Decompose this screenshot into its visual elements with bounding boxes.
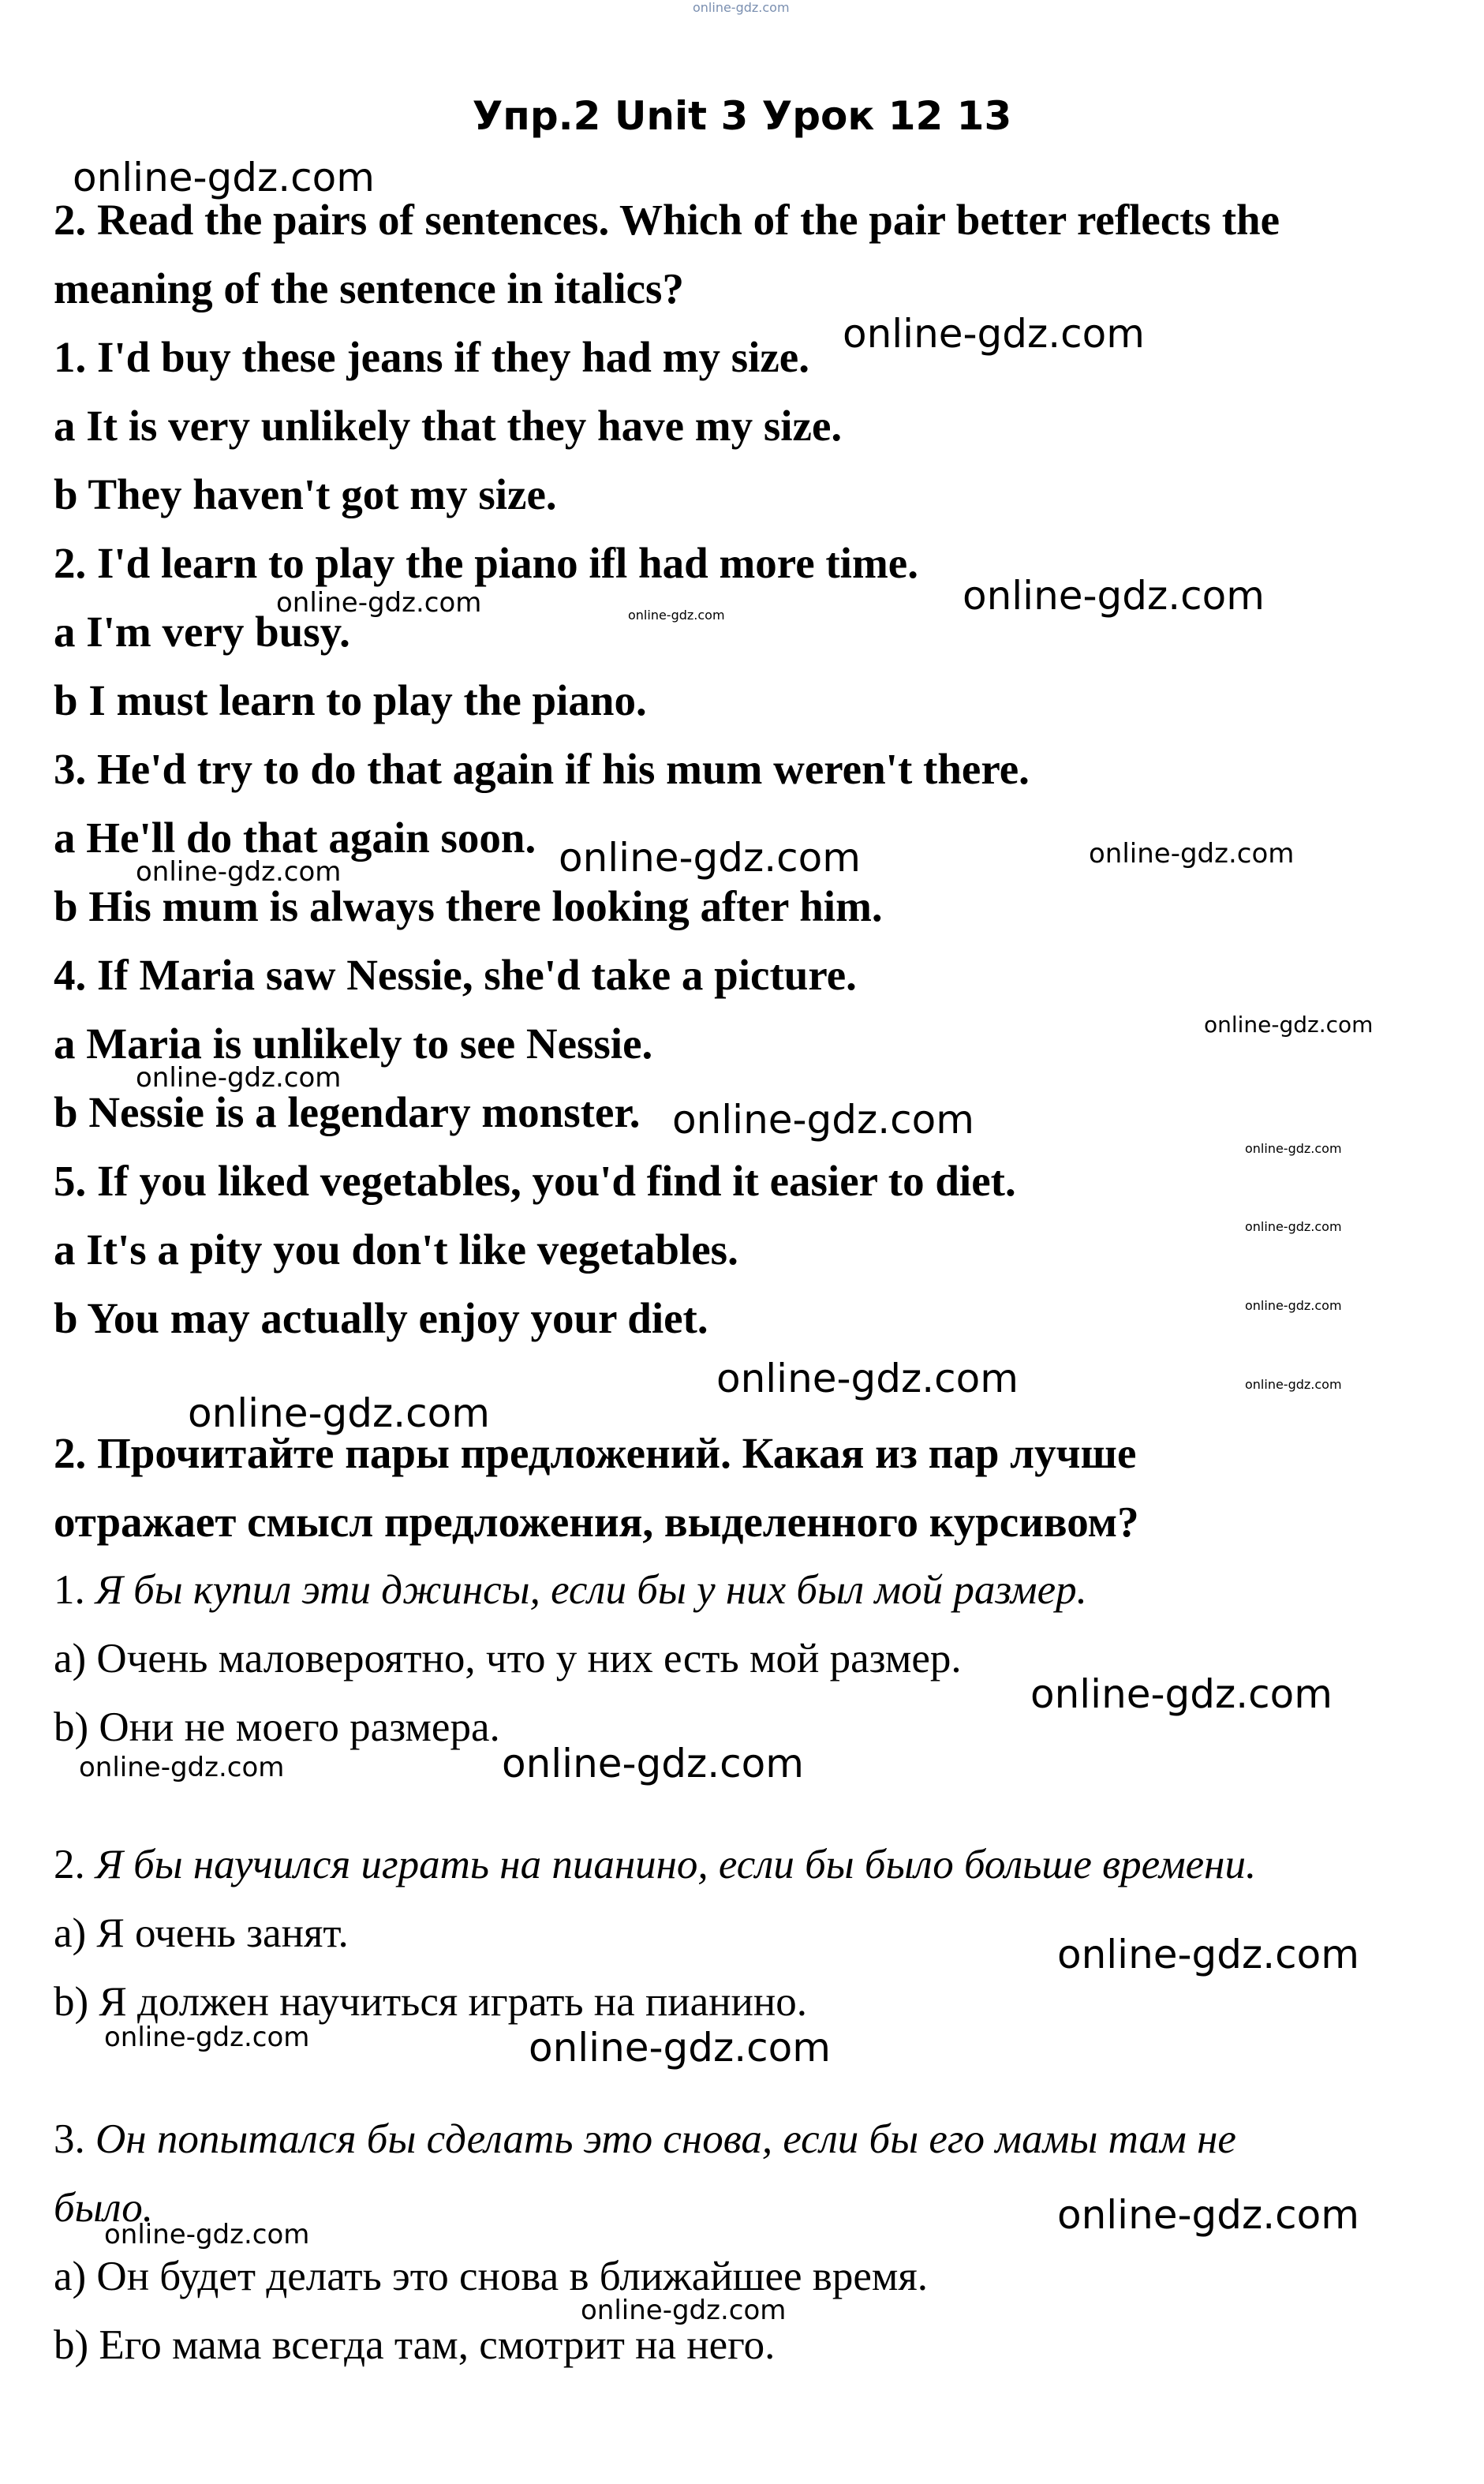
watermark: online-gdz.com <box>104 2219 310 2250</box>
english-option-2b: b I must learn to play the piano. <box>54 676 647 724</box>
watermark: online-gdz.com <box>104 2022 310 2053</box>
russian-option-1a: a) Очень маловероятно, что у них есть мой размер. <box>54 1636 962 1682</box>
top-watermark: online-gdz.com <box>693 0 790 15</box>
watermark: online-gdz.com <box>1204 1012 1374 1038</box>
russian-sentence-3-text-line1: Он попытался бы сделать это снова, если бы его мамы там не <box>95 2116 1236 2162</box>
watermark: online-gdz.com <box>1245 1377 1342 1392</box>
english-option-3a: a He'll do that again soon. <box>54 814 536 862</box>
english-option-4a: a Maria is unlikely to see Nessie. <box>54 1019 653 1068</box>
watermark: online-gdz.com <box>559 835 861 881</box>
english-option-1a: a It is very unlikely that they have my size. <box>54 402 843 450</box>
watermark: online-gdz.com <box>529 2025 831 2071</box>
russian-sentence-2 <box>54 1841 1256 1888</box>
watermark: online-gdz.com <box>1245 1141 1342 1156</box>
russian-sentence-3-text-line2: было. <box>54 2185 154 2231</box>
english-instruction-line1: 2. Read the pairs of sentences. Which of the pair better reflects the <box>54 196 1280 244</box>
english-sentence-3: 3. He'd try to do that again if his mum weren't there. <box>54 745 1030 793</box>
watermark: online-gdz.com <box>1057 2192 1359 2238</box>
watermark: online-gdz.com <box>136 856 342 888</box>
russian-instruction-line1: 2. Прочитайте пары предложений. Какая из пар лучше <box>54 1429 1137 1477</box>
russian-option-1b: b) Они не моего размера. <box>54 1704 500 1750</box>
watermark: online-gdz.com <box>136 1062 342 1094</box>
english-sentence-4: 4. If Maria saw Nessie, she'd take a picture. <box>54 951 857 999</box>
watermark: online-gdz.com <box>716 1356 1019 1401</box>
russian-sentence-1-number: 1. <box>54 1567 85 1613</box>
russian-instruction-line2: отражает смысл предложения, выделенного курсивом? <box>54 1498 1139 1546</box>
russian-option-2b: b) Я должен научиться играть на пианино. <box>54 1979 808 2025</box>
watermark: online-gdz.com <box>963 573 1265 619</box>
english-option-2a: a I'm very busy. <box>54 608 350 656</box>
russian-sentence-3 <box>54 2116 1236 2163</box>
english-option-5a: a It's a pity you don't like vegetables. <box>54 1225 738 1274</box>
watermark: online-gdz.com <box>502 1741 804 1786</box>
russian-sentence-2-number: 2. <box>54 1842 85 1887</box>
russian-option-3a: a) Он будет делать это снова в ближайшее время. <box>54 2254 929 2299</box>
watermark: online-gdz.com <box>672 1097 974 1143</box>
russian-option-3b: b) Его мама всегда там, смотрит на него. <box>54 2322 776 2368</box>
english-sentence-2: 2. I'd learn to play the piano ifl had more time. <box>54 539 918 587</box>
watermark: online-gdz.com <box>1089 838 1295 870</box>
watermark: online-gdz.com <box>1057 1932 1359 1977</box>
english-sentence-1: 1. I'd buy these jeans if they had my size. <box>54 333 809 381</box>
watermark: online-gdz.com <box>581 2295 787 2326</box>
english-option-3b: b His mum is always there looking after him. <box>54 882 883 930</box>
watermark: online-gdz.com <box>628 608 725 623</box>
russian-sentence-3-number: 3. <box>54 2116 85 2162</box>
english-instruction-line2: meaning of the sentence in italics? <box>54 264 684 312</box>
watermark: online-gdz.com <box>1245 1219 1342 1234</box>
russian-sentence-1-text: Я бы купил эти джинсы, если бы у них был мой размер. <box>95 1567 1087 1613</box>
watermark: online-gdz.com <box>73 155 375 200</box>
russian-sentence-2-text: Я бы научился играть на пианино, если бы было больше времени. <box>95 1842 1257 1887</box>
watermark: online-gdz.com <box>1030 1671 1333 1717</box>
russian-sentence-1 <box>54 1566 1087 1614</box>
watermark: online-gdz.com <box>1245 1298 1342 1313</box>
english-option-5b: b You may actually enjoy your diet. <box>54 1294 708 1342</box>
english-option-1b: b They haven't got my size. <box>54 470 557 518</box>
watermark: online-gdz.com <box>79 1752 285 1783</box>
page-title: Упр.2 Unit 3 Урок 12 13 <box>472 93 1012 139</box>
watermark: online-gdz.com <box>188 1390 490 1436</box>
watermark: online-gdz.com <box>276 587 482 619</box>
watermark: online-gdz.com <box>843 311 1145 357</box>
english-sentence-5: 5. If you liked vegetables, you'd find it easier to diet. <box>54 1157 1016 1205</box>
russian-option-2a: a) Я очень занят. <box>54 1910 349 1956</box>
english-option-4b: b Nessie is a legendary monster. <box>54 1088 641 1136</box>
